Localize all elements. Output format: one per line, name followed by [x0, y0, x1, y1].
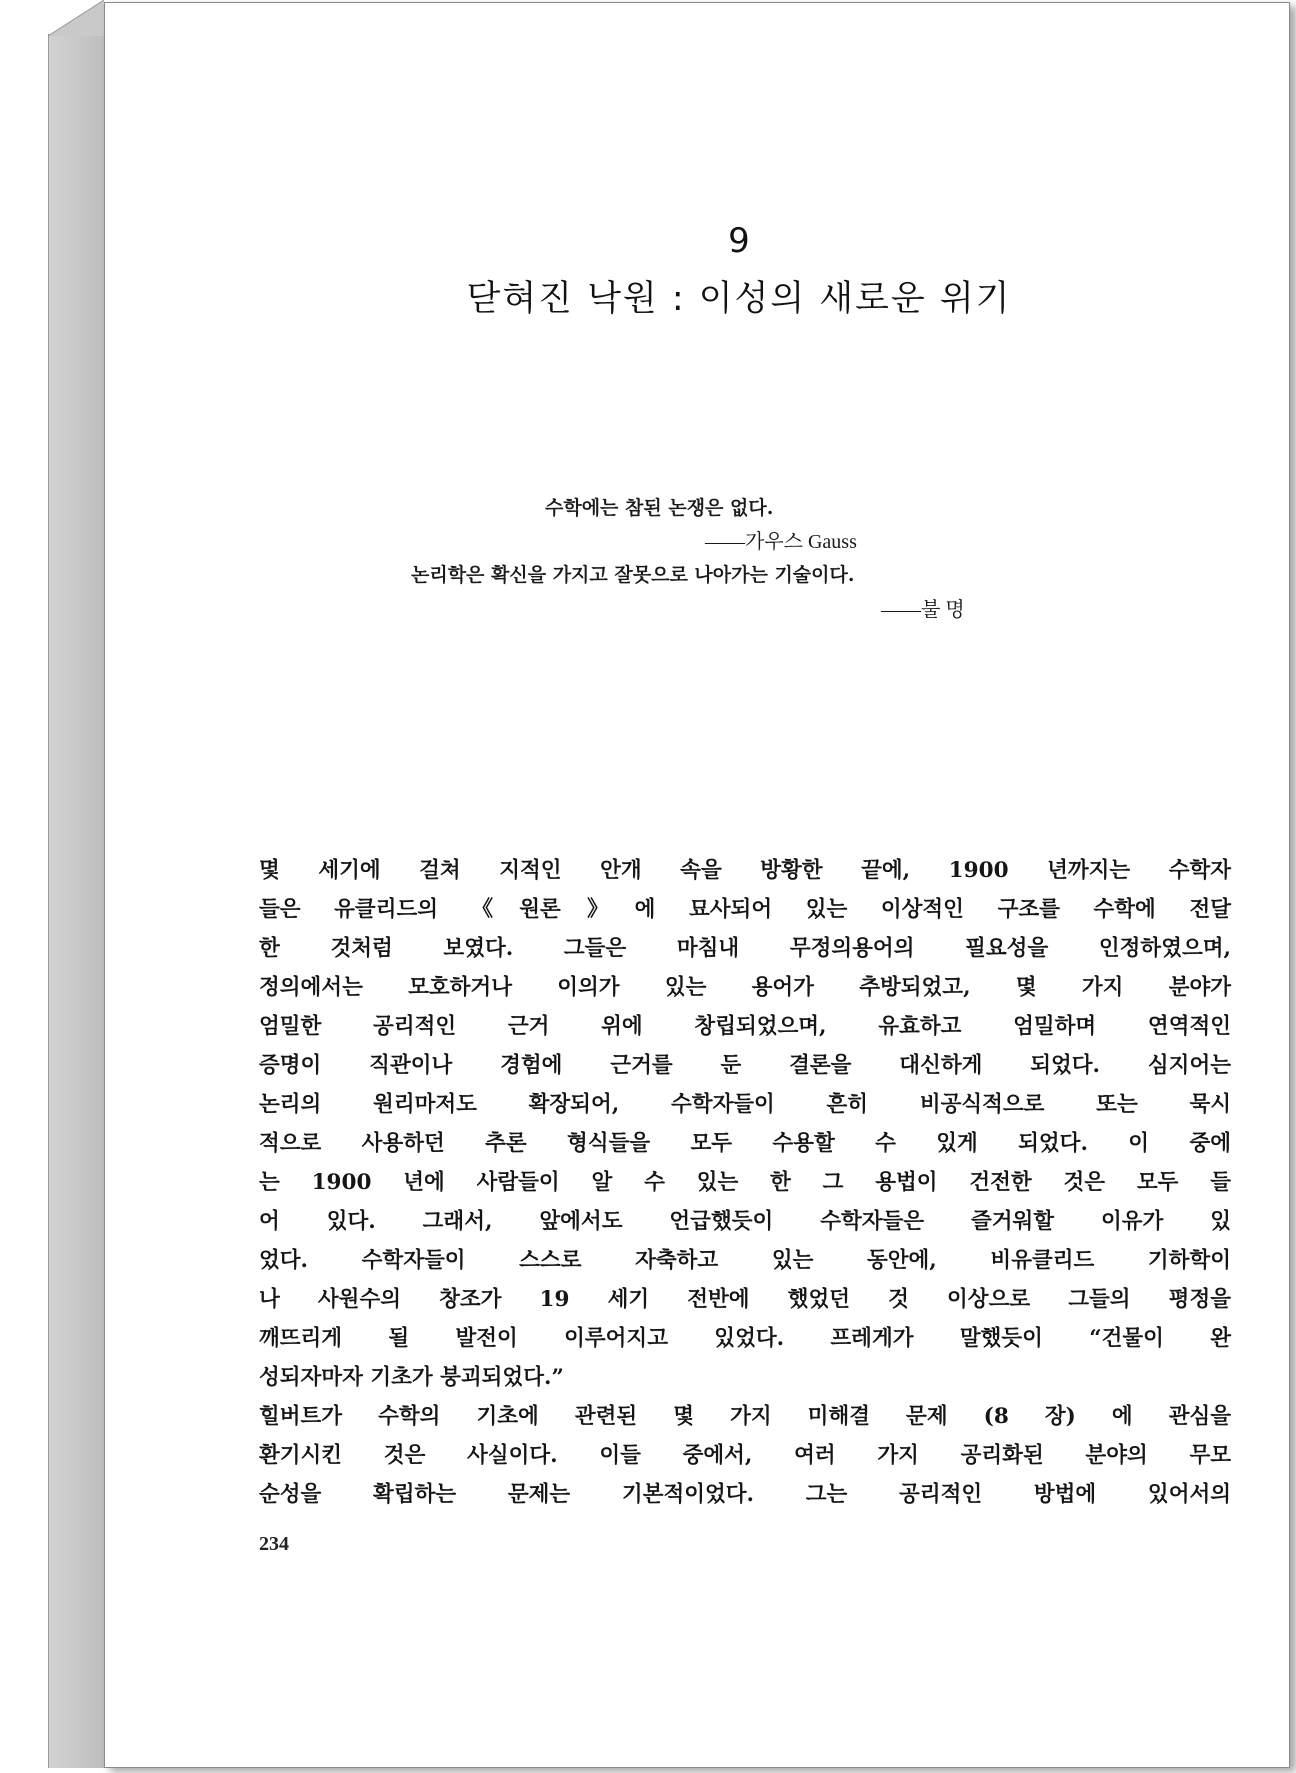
- body-text: [259, 851, 1231, 1514]
- body-line: 성되자마자 기초가 붕괴되었다.”: [259, 1365, 564, 1390]
- body-line: 증명이 직관이나 경험에 근거를 둔 결론을 대신하게 되었다. 심지어는: [259, 1053, 1231, 1078]
- chapter-number: 9: [728, 221, 750, 261]
- epigraph-quote-2: 논리학은 확신을 가지고 잘못으로 나아가는 기술이다.: [411, 564, 855, 586]
- book-page: [104, 2, 1290, 1768]
- body-line: 어 있다. 그래서, 앞에서도 언급했듯이 수학자들은 즐거워할 이유가 있: [259, 1209, 1231, 1234]
- epigraph-author-2: ——불 명: [881, 599, 965, 621]
- page-number: 234: [259, 1533, 289, 1555]
- body-line: 들은 유클리드의 《원론》에 묘사되어 있는 이상적인 구조를 수학에 전달: [259, 897, 1231, 922]
- body-line: 힐버트가 수학의 기초에 관련된 몇 가지 미해결 문제 (8 장) 에 관심을: [259, 1404, 1231, 1429]
- book-spine-corner: [48, 0, 104, 36]
- epigraph-quote-1: 수학에는 참된 논쟁은 없다.: [545, 497, 774, 519]
- body-line: 엄밀한 공리적인 근거 위에 창립되었으며, 유효하고 엄밀하며 연역적인: [259, 1014, 1231, 1039]
- body-line: 적으로 사용하던 추론 형식들을 모두 수용할 수 있게 되었다. 이 중에: [259, 1131, 1231, 1156]
- body-line: 논리의 원리마저도 확장되어, 수학자들이 흔히 비공식적으로 또는 묵시: [259, 1092, 1231, 1117]
- epigraph-author-1: ——가우스 Gauss: [705, 531, 857, 553]
- body-line: 었다. 수학자들이 스스로 자축하고 있는 동안에, 비유클리드 기하학이: [259, 1248, 1231, 1273]
- book-spine: [48, 34, 105, 1768]
- body-line: 한 것처럼 보였다. 그들은 마침내 무정의용어의 필요성을 인정하였으며,: [259, 936, 1231, 961]
- body-line: 정의에서는 모호하거나 이의가 있는 용어가 추방되었고, 몇 가지 분야가: [259, 975, 1231, 1000]
- chapter-title: 닫혀진 낙원 : 이성의 새로운 위기: [466, 279, 1012, 319]
- body-line: 순성을 확립하는 문제는 기본적이었다. 그는 공리적인 방법에 있어서의: [259, 1482, 1231, 1507]
- body-line: 환기시킨 것은 사실이다. 이들 중에서, 여러 가지 공리화된 분야의 무모: [259, 1443, 1231, 1468]
- body-line: 몇 세기에 걸쳐 지적인 안개 속을 방황한 끝에, 1900 년까지는 수학자: [259, 858, 1231, 883]
- body-line: 깨뜨리게 될 발전이 이루어지고 있었다. 프레게가 말했듯이 “건물이 완: [259, 1326, 1231, 1351]
- body-line: 나 사원수의 창조가 19 세기 전반에 했었던 것 이상으로 그들의 평정을: [259, 1287, 1231, 1312]
- body-line: 는 1900 년에 사람들이 알 수 있는 한 그 용법이 건전한 것은 모두 들: [259, 1170, 1231, 1195]
